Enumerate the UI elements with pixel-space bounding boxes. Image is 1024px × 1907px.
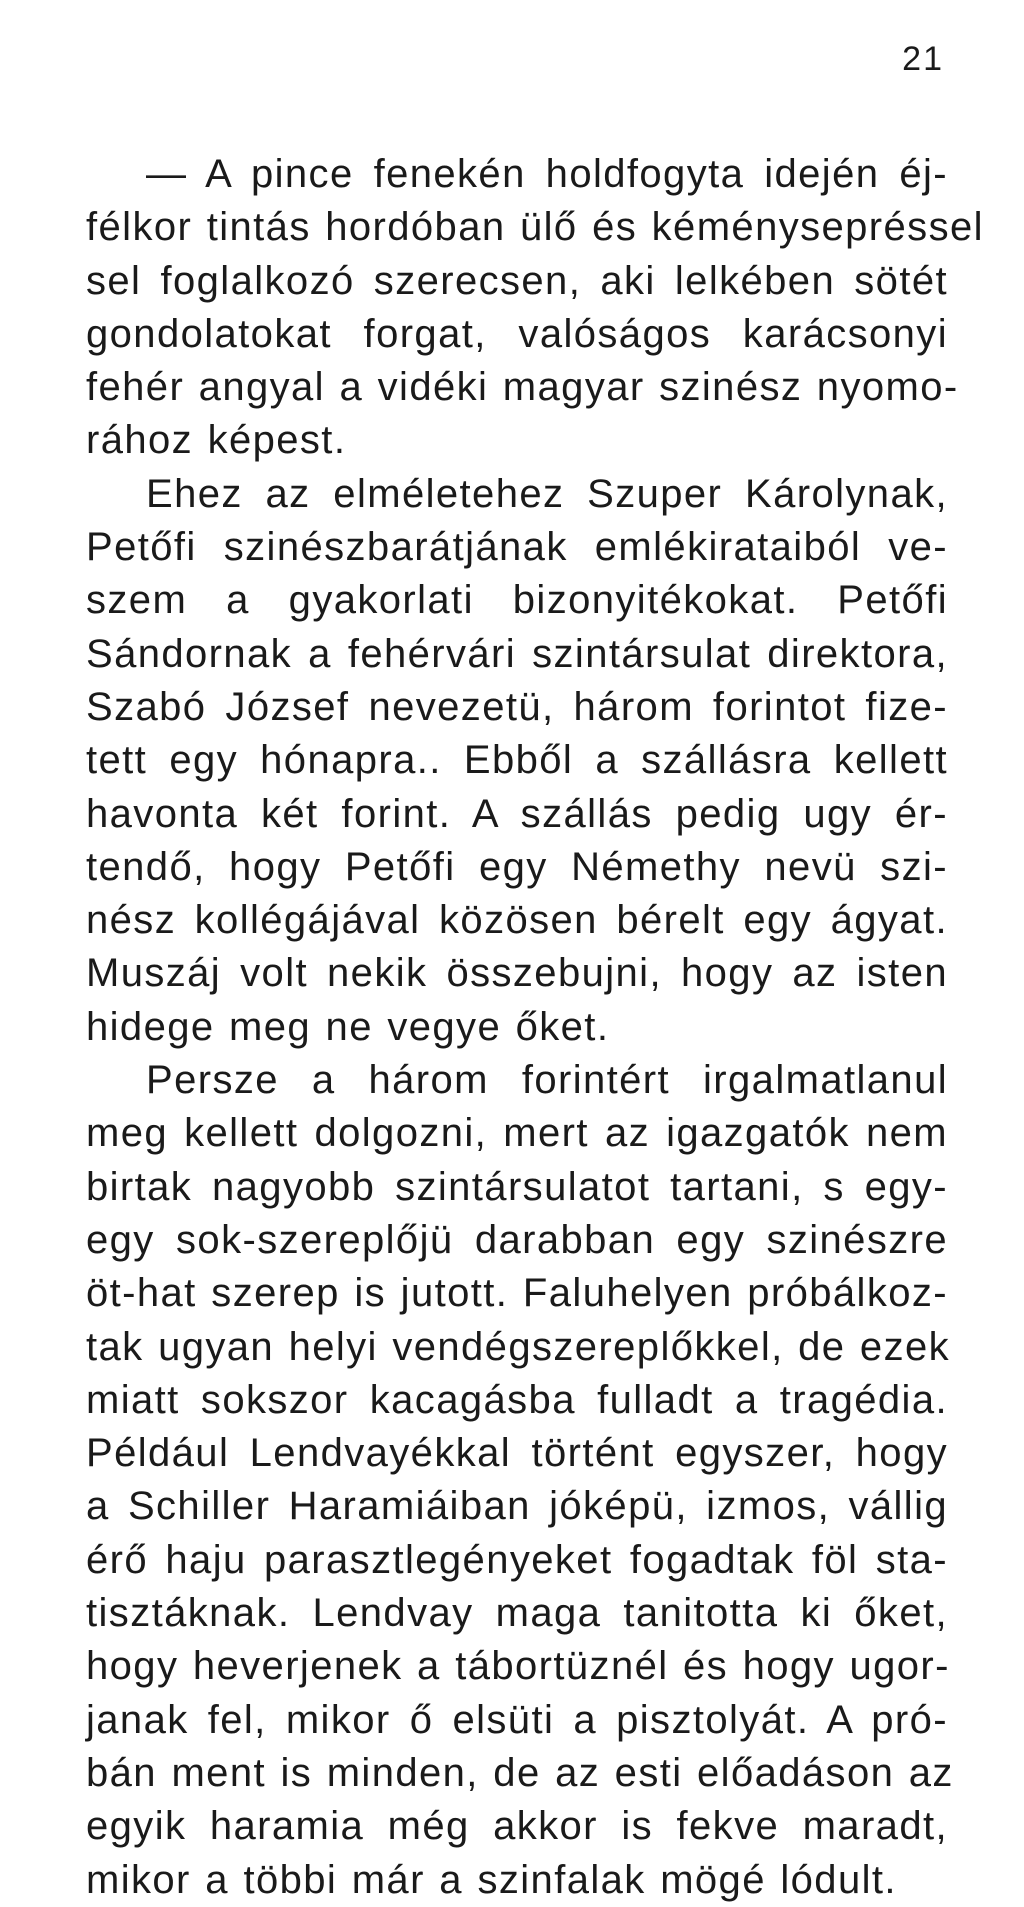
text-line-2: félkor tintás hordóban ülő és kéménysepréssel bbox=[86, 205, 984, 250]
text-line-9: szem a gyakorlati bizonyitékokat. Petőfi bbox=[86, 578, 948, 623]
page-number: 21 bbox=[902, 40, 944, 78]
text-line-30: janak fel, mikor ő elsüti a pisztolyát. A pró- bbox=[86, 1697, 948, 1742]
text-line-16: Muszáj volt nekik összebujni, hogy az isten bbox=[86, 951, 948, 996]
text-line-1: — A pince fenekén holdfogyta idején éj- bbox=[146, 152, 948, 196]
text-line-28: tisztáknak. Lendvay maga tanitotta ki őket, bbox=[86, 1591, 948, 1636]
text-line-6: rához képest. bbox=[86, 418, 347, 463]
body-text bbox=[86, 148, 984, 1907]
text-line-19: meg kellett dolgozni, mert az igazgatók nem bbox=[86, 1111, 948, 1156]
text-line-13: havonta két forint. A szállás pedig ugy ér- bbox=[86, 791, 948, 836]
text-line-29: hogy heverjenek a tábortüznél és hogy ugor- bbox=[86, 1644, 950, 1689]
text-line-4: gondolatokat forgat, valóságos karácsonyi bbox=[86, 311, 948, 356]
text-line-23: tak ugyan helyi vendégszereplőkkel, de ezek bbox=[86, 1324, 951, 1369]
text-line-14: tendő, hogy Petőfi egy Némethy nevü szi- bbox=[86, 844, 948, 889]
text-line-11: Szabó József nevezetü, három forintot fize- bbox=[86, 684, 948, 729]
text-line-15: nész kollégájával közösen bérelt egy ágyat. bbox=[86, 898, 948, 943]
text-line-12: tett egy hónapra.. Ebből a szállásra kellett bbox=[86, 738, 948, 783]
text-line-10: Sándornak a fehérvári szintársulat direktora, bbox=[86, 631, 948, 676]
text-line-5: fehér angyal a vidéki magyar szinész nyomo- bbox=[86, 365, 959, 410]
text-line-3: sel foglalkozó szerecsen, aki lelkében sötét bbox=[86, 258, 948, 303]
text-line-22: öt-hat szerep is jutott. Faluhelyen próbálkoz- bbox=[86, 1271, 948, 1316]
text-line-33: mikor a többi már a szinfalak mögé lódult. bbox=[86, 1857, 897, 1902]
text-line-18: Persze a három forintért irgalmatlanul bbox=[146, 1058, 948, 1103]
text-line-21: egy sok-szereplőjü darabban egy szinészre bbox=[86, 1217, 948, 1262]
text-line-31: bán ment is minden, de az esti előadáson az bbox=[86, 1750, 954, 1795]
text-line-27: érő haju parasztlegényeket fogadtak föl sta- bbox=[86, 1537, 948, 1582]
text-line-8: Petőfi szinészbarátjának emlékirataiból ve- bbox=[86, 525, 948, 570]
text-line-17: hidege meg ne vegye őket. bbox=[86, 1004, 610, 1049]
text-line-26: a Schiller Haramiáiban jóképü, izmos, vállig bbox=[86, 1484, 948, 1529]
text-line-20: birtak nagyobb szintársulatot tartani, s egy- bbox=[86, 1164, 948, 1209]
text-line-24: miatt sokszor kacagásba fulladt a tragédia. bbox=[86, 1377, 948, 1422]
text-line-25: Például Lendvayékkal történt egyszer, hogy bbox=[86, 1431, 948, 1476]
text-line-7: Ehez az elméletehez Szuper Károlynak, bbox=[146, 471, 948, 516]
text-line-32: egyik haramia még akkor is fekve maradt, bbox=[86, 1804, 948, 1849]
